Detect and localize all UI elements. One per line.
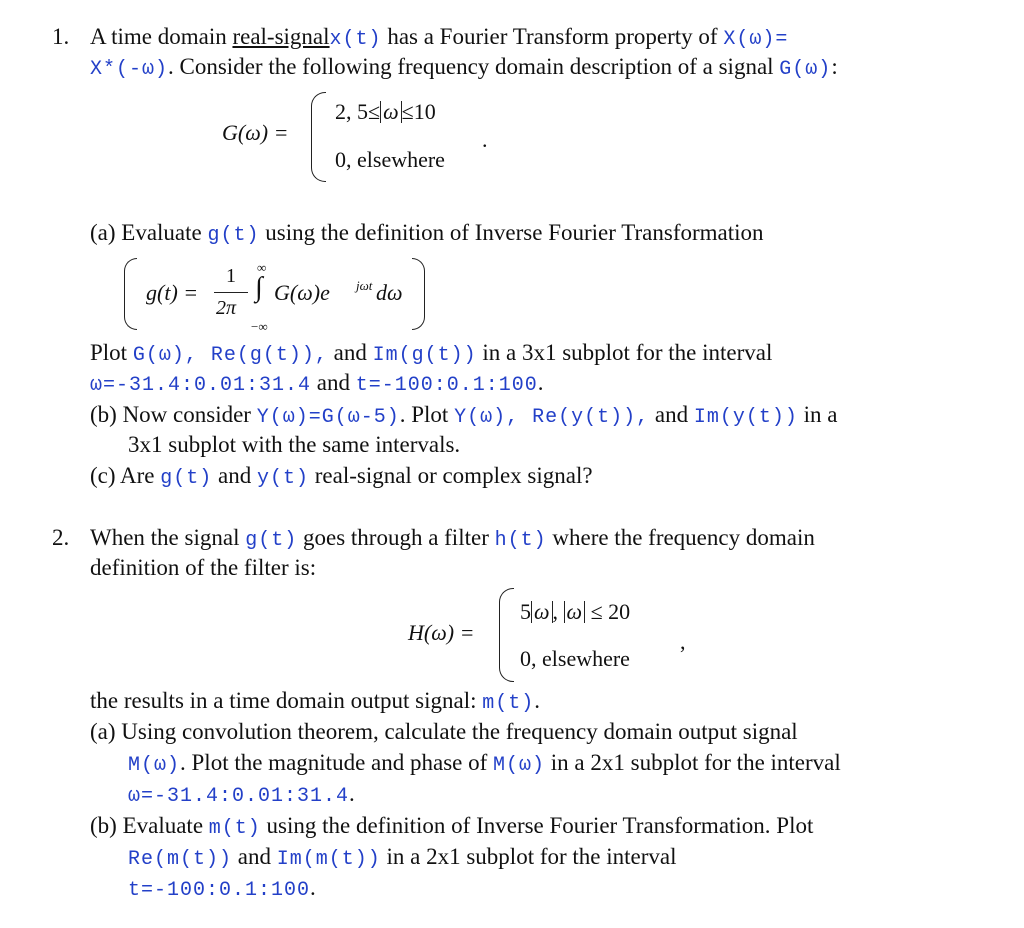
problem-2b-line-1: (b) Evaluate m(t) using the definition of Inverse Fourier Transformation. Plot [90,813,814,840]
problem-1b-line-2: 3x1 subplot with the same intervals. [128,432,461,457]
problem-2a-line-1: (a) Using convolution theorem, calculate the frequency domain output signal [90,719,798,744]
problem-2a-line-2: M(ω). Plot the magnitude and phase of M(ω) in a 2x1 subplot for the interval [128,750,841,777]
left-paren [124,258,137,330]
problem-1-line-1: A time domain real-signalx(t) has a Fourier Transform property of X(ω)= [90,24,789,51]
g-case-1: 2, 5≤ ω ≤10 [335,99,436,124]
problem-1-plot-line: Plot G(ω), Re(g(t)), and Im(g(t)) in a 3x1 subplot for the interval [90,340,773,367]
h-case-1: 5 ω , ω ≤ 20 [520,599,631,624]
problem-1-number: 1. [52,24,70,49]
problem-1a-line: (a) Evaluate g(t) using the definition of Inverse Fourier Transformation [90,220,764,247]
problem-1c-line: (c) Are g(t) and y(t) real-signal or complex signal? [90,463,593,490]
real-signal-term: real-signal [232,24,330,49]
problem-2b-line-2: Re(m(t)) and Im(m(t)) in a 2x1 subplot for the interval [128,844,677,871]
g-case-2: 0, elsewhere [335,147,445,172]
left-brace [311,92,326,182]
problem-1-interval-line: ω=-31.4:0.01:31.4 and t=-100:0.1:100. [90,370,544,397]
problem-1b-line-1: (b) Now consider Y(ω)=G(ω-5). Plot Y(ω), Re(y(t)), and Im(y(t)) in a [90,402,838,429]
problem-2-result-line: the results in a time domain output signal: m(t). [90,688,540,715]
problem-1-line-2: X*(-ω). Consider the following frequency domain description of a signal G(ω): [90,54,838,81]
right-paren [412,258,425,330]
problem-2a-line-3: ω=-31.4:0.01:31.4. [128,781,355,808]
problem-2b-line-3: t=-100:0.1:100. [128,875,316,902]
left-brace [499,588,514,682]
integral-sign: ∫ [255,272,263,303]
problem-2-line-1: When the signal g(t) goes through a filter h(t) where the frequency domain [90,525,815,552]
problem-2-number: 2. [52,525,70,550]
h-case-2: 0, elsewhere [520,646,630,671]
problem-2-line-2: definition of the filter is: [90,555,317,580]
